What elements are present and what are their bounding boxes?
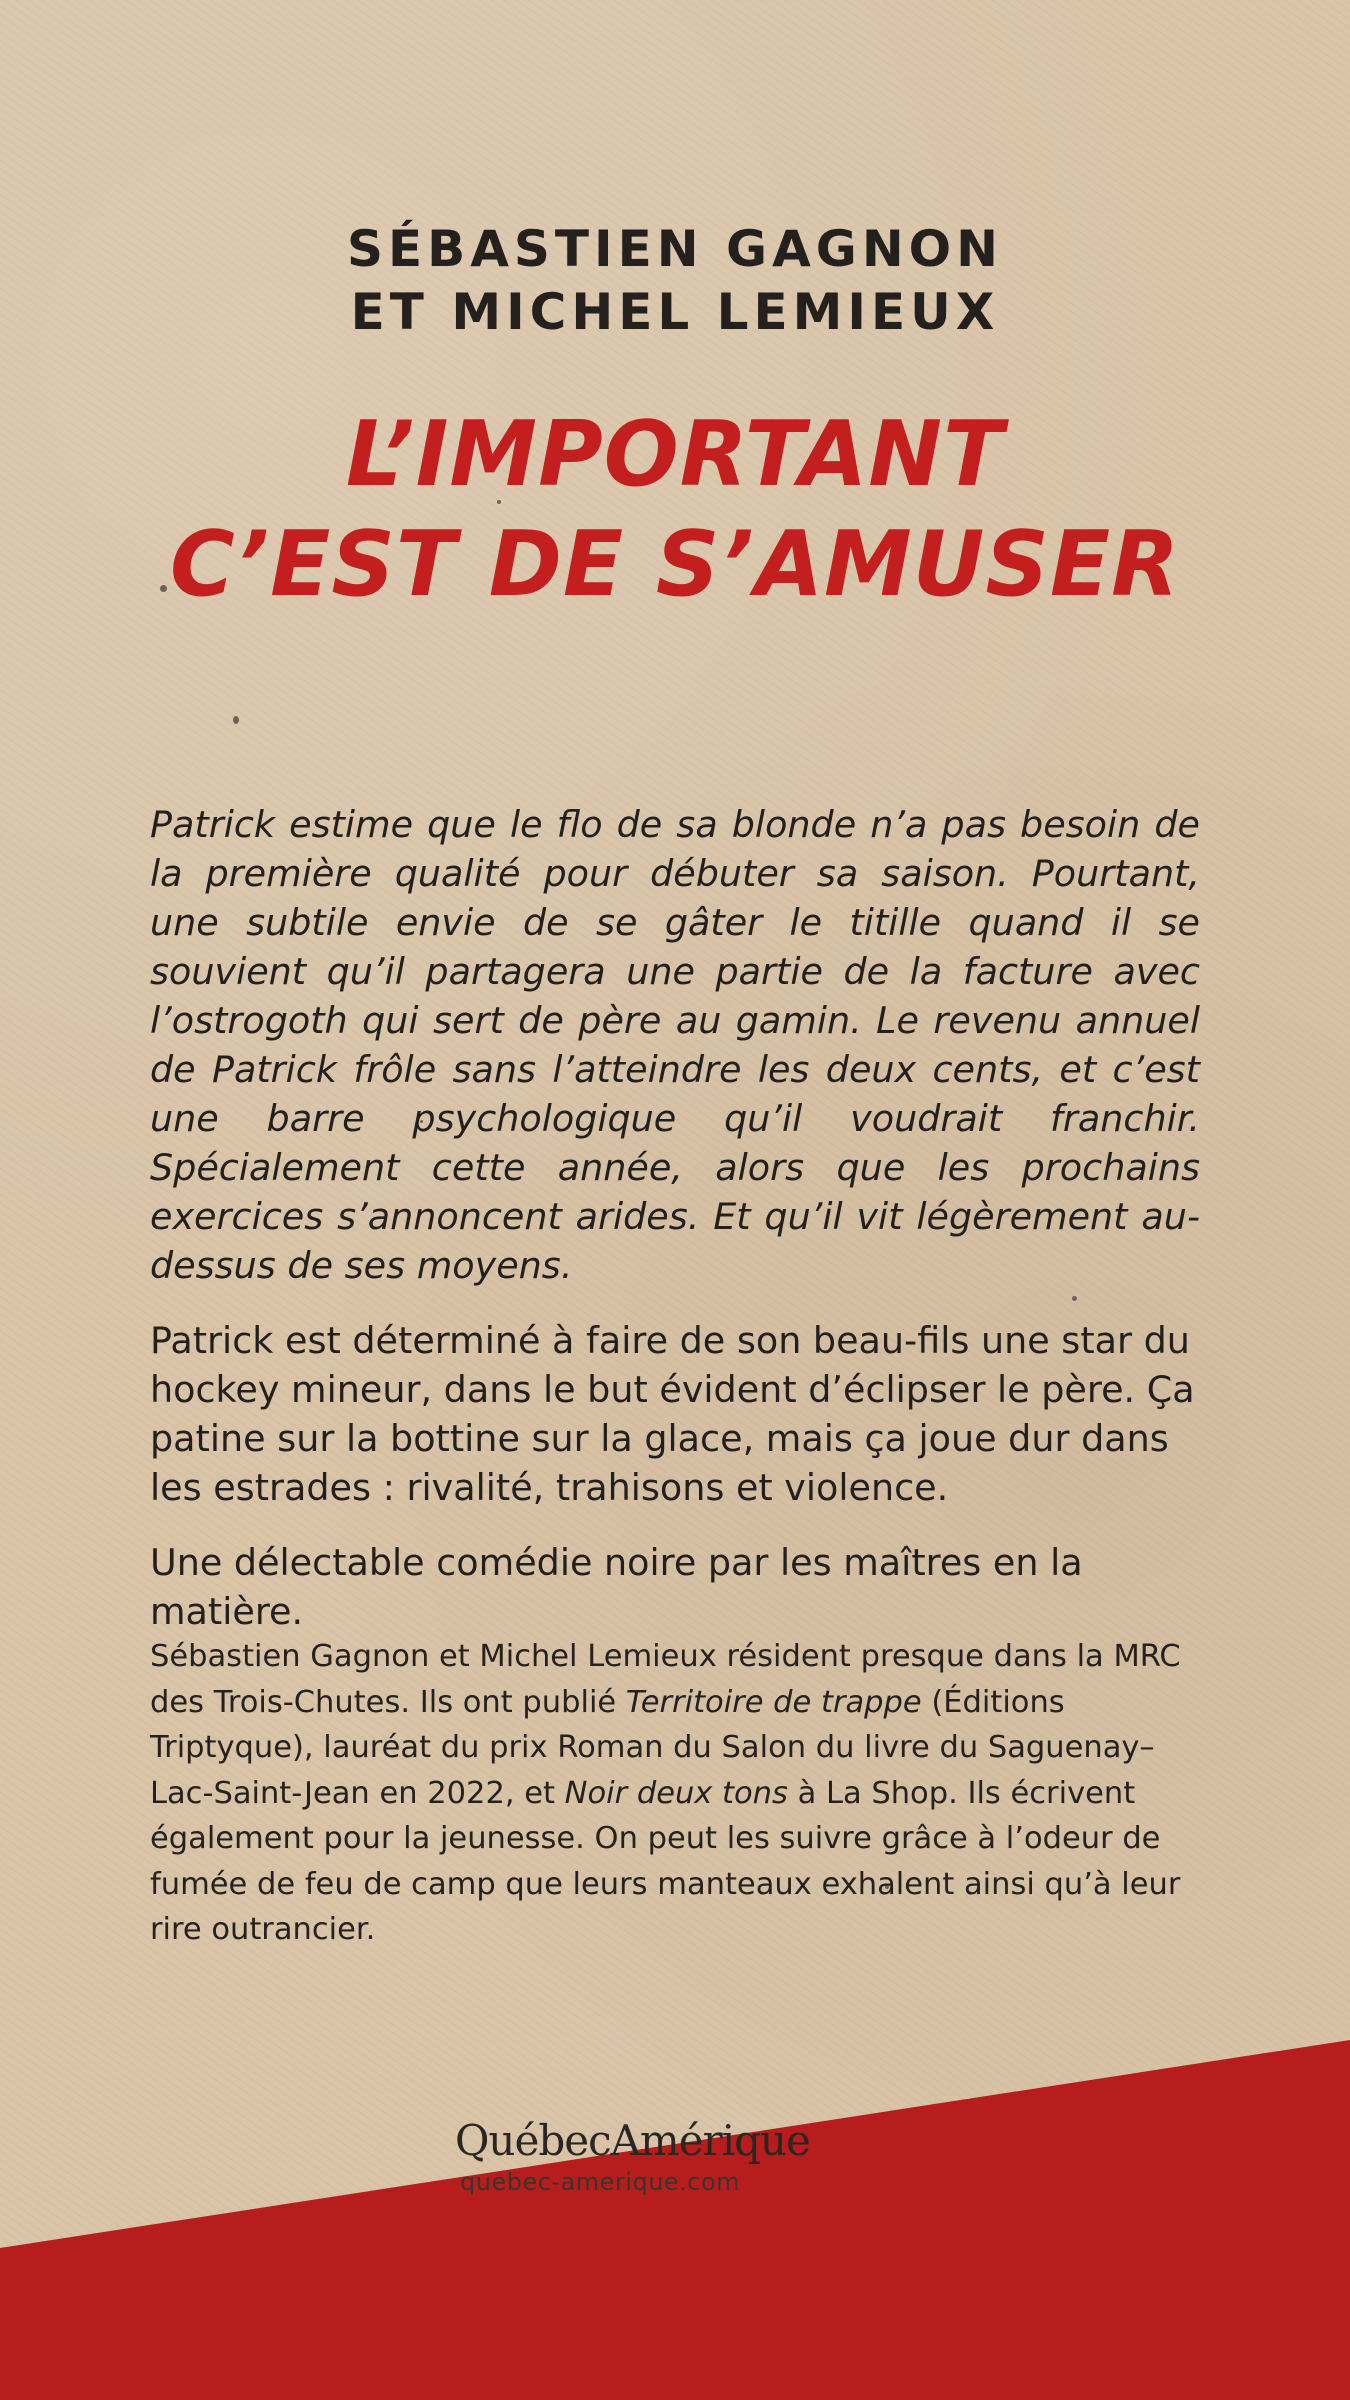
publisher-url: quebec-amerique.com — [460, 2168, 741, 2196]
author-line: SÉBASTIEN GAGNON — [346, 220, 1004, 278]
title-line: L’IMPORTANT — [345, 402, 1005, 507]
publisher-logo: QuébecAmérique — [455, 2116, 810, 2165]
blurb-summary: Patrick est déterminé à faire de son beau-fils une star du hockey mineur, dans le but évident d’éclipser le père. Ça patine sur la bottine sur la glace, mais ça joue dur dans les estrades : rivalité, trahisons et violence. — [150, 1319, 1195, 1509]
bio-book-title: Territoire de trappe — [625, 1684, 922, 1720]
bio-text: Sébastien Gagnon et Michel Lemieux résident presque dans la MRC des Trois-Chutes. Ils ont publié — [150, 1639, 1181, 1720]
title-line: C’EST DE S’AMUSER — [169, 512, 1181, 617]
bio-text: à La Shop. Ils écrivent également pour la jeunesse. On peut les suivre grâce à l’odeur de fumée de feu de camp que leurs manteaux exhalent ainsi qu’à leur rire outrancier. — [150, 1775, 1181, 1947]
blurb-excerpt: Patrick estime que le flo de sa blonde n’a pas besoin de la première qualité pour débuter sa saison. Pourtant, une subtile envie de se gâter le titille quand il se souvient qu’il partagera une partie de la facture avec l’ostrogoth qui sert de père au gamin. Le revenu annuel de Patrick frôle sans l’atteindre les deux cents, et c’est une barre psychologique qu’il voudrait franchir. Spécialement cette année, alors que les prochains exercices s’annoncent arides. Et qu’il vit légèrement au-dessus de ses moyens. — [150, 803, 1200, 1287]
bio-text: (Éditions Triptyque), lauréat du prix Roman du Salon du livre du Saguenay–Lac-Saint-Jean en 2022, et — [150, 1684, 1155, 1811]
author-line: ET MICHEL LEMIEUX — [350, 283, 1000, 341]
bio-book-title: Noir deux tons — [564, 1775, 788, 1811]
blurb-tagline: Une délectable comédie noire par les maîtres en la matière. — [150, 1541, 1083, 1633]
